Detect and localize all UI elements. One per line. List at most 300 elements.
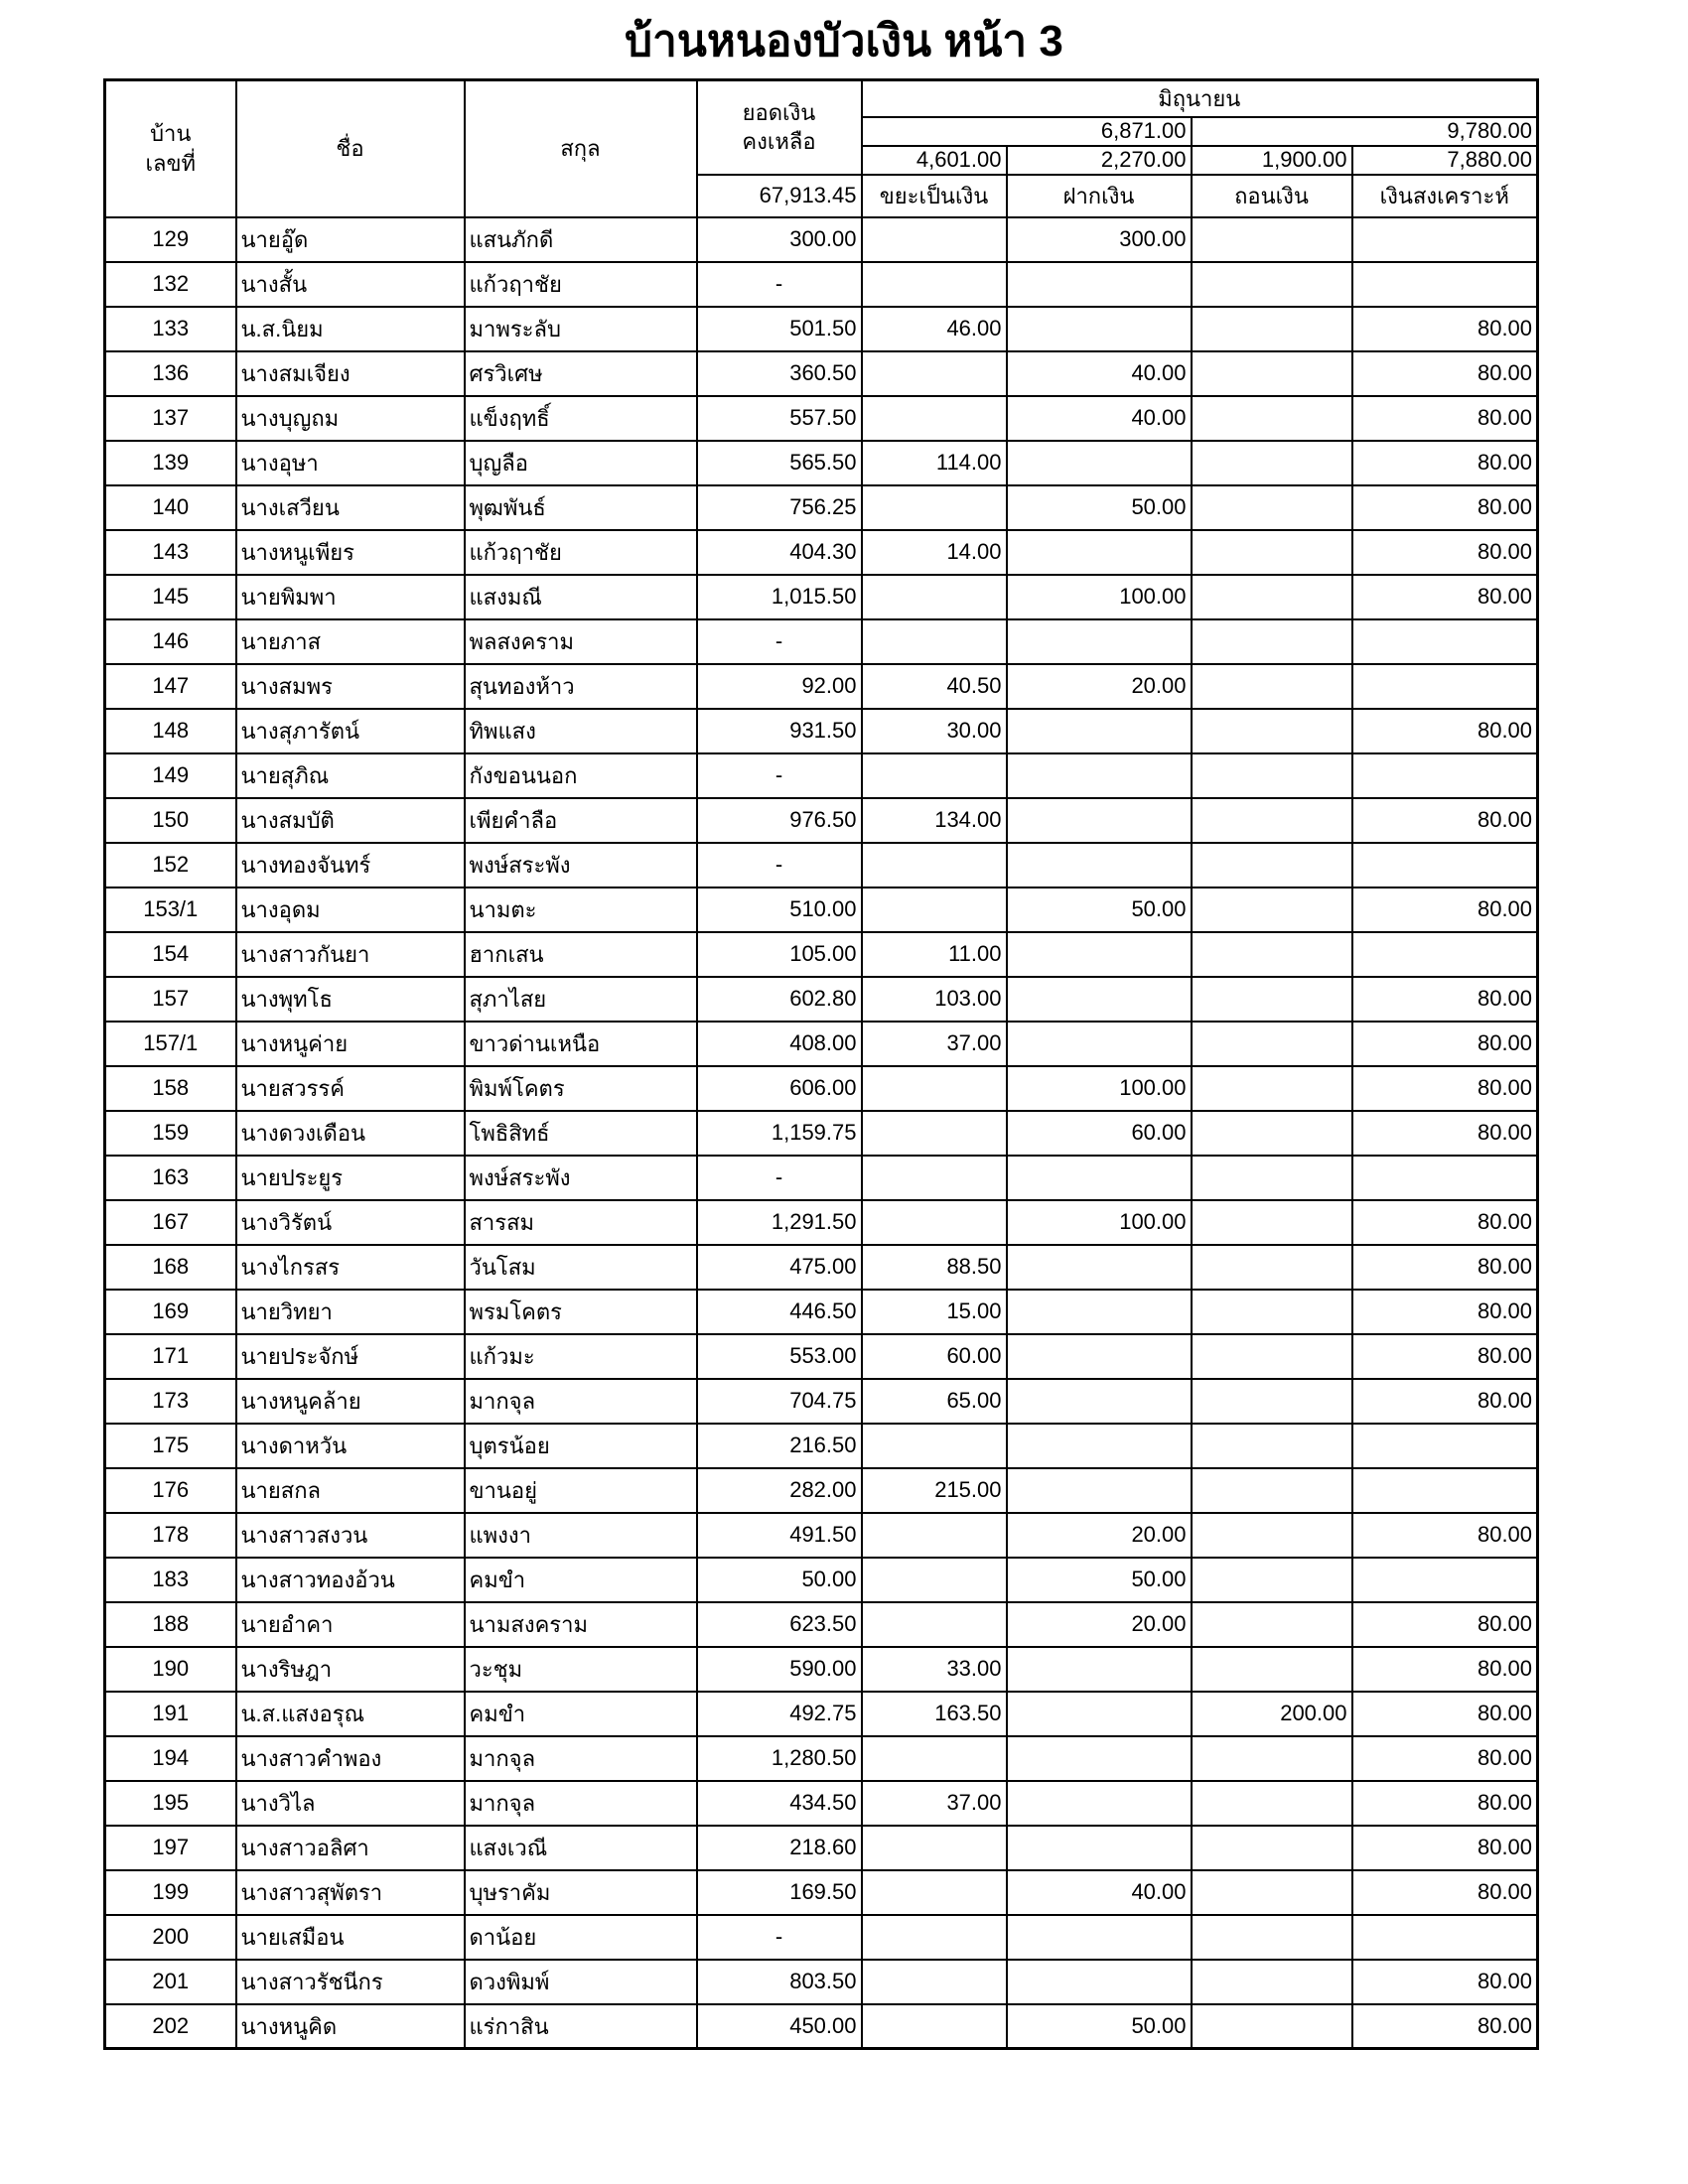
cell-name: นายวิทยา <box>236 1290 465 1334</box>
table-row <box>105 843 1538 887</box>
cell-house-no: 132 <box>105 262 236 307</box>
cell-name: นายสวรรค์ <box>236 1066 465 1111</box>
cell-withdraw <box>1192 1558 1352 1602</box>
cell-withdraw <box>1192 485 1352 530</box>
cell-welfare: 80.00 <box>1352 396 1538 441</box>
cell-welfare: 80.00 <box>1352 530 1538 575</box>
cell-deposit <box>1007 530 1192 575</box>
cell-house-no: 178 <box>105 1513 236 1558</box>
cell-house-no: 175 <box>105 1424 236 1468</box>
header-subtotal-welfare: 7,880.00 <box>1352 146 1538 175</box>
header-balance-line1: ยอดเงิน <box>742 99 816 125</box>
cell-name: นายภาส <box>236 619 465 664</box>
cell-welfare <box>1352 843 1538 887</box>
cell-balance: 976.50 <box>697 798 862 843</box>
header-house-no <box>105 79 236 217</box>
cell-deposit: 50.00 <box>1007 2004 1192 2049</box>
cell-deposit <box>1007 932 1192 977</box>
cell-balance: 623.50 <box>697 1602 862 1647</box>
cell-welfare: 80.00 <box>1352 1379 1538 1424</box>
cell-deposit <box>1007 619 1192 664</box>
cell-balance: 434.50 <box>697 1781 862 1826</box>
cell-welfare: 80.00 <box>1352 441 1538 485</box>
cell-garbage-money: 103.00 <box>862 977 1007 1022</box>
cell-withdraw <box>1192 932 1352 977</box>
cell-balance: 492.75 <box>697 1692 862 1736</box>
cell-deposit <box>1007 1156 1192 1200</box>
cell-balance: 446.50 <box>697 1290 862 1334</box>
cell-surname: ดาน้อย <box>465 1915 697 1960</box>
cell-house-no: 202 <box>105 2004 236 2049</box>
cell-withdraw <box>1192 1111 1352 1156</box>
header-name: ชื่อ <box>236 79 465 217</box>
cell-balance: 408.00 <box>697 1022 862 1066</box>
cell-withdraw <box>1192 753 1352 798</box>
cell-house-no: 171 <box>105 1334 236 1379</box>
cell-name: นางริษฎา <box>236 1647 465 1692</box>
cell-name: นางสมเจียง <box>236 351 465 396</box>
cell-house-no: 150 <box>105 798 236 843</box>
cell-garbage-money: 163.50 <box>862 1692 1007 1736</box>
cell-garbage-money <box>862 1513 1007 1558</box>
cell-house-no: 167 <box>105 1200 236 1245</box>
header-withdraw: ถอนเงิน <box>1192 175 1352 217</box>
cell-house-no: 200 <box>105 1915 236 1960</box>
cell-surname: แก้วมะ <box>465 1334 697 1379</box>
header-subtotal-withdraw: 1,900.00 <box>1192 146 1352 175</box>
cell-name: นางพุทโธ <box>236 977 465 1022</box>
cell-house-no: 158 <box>105 1066 236 1111</box>
cell-withdraw <box>1192 1424 1352 1468</box>
cell-balance: 602.80 <box>697 977 862 1022</box>
table-row <box>105 1066 1538 1111</box>
cell-welfare: 80.00 <box>1352 1290 1538 1334</box>
cell-withdraw: 200.00 <box>1192 1692 1352 1736</box>
table-row <box>105 351 1538 396</box>
cell-balance: - <box>697 753 862 798</box>
table-row <box>105 1424 1538 1468</box>
cell-house-no: 148 <box>105 709 236 753</box>
cell-house-no: 147 <box>105 664 236 709</box>
table-row <box>105 307 1538 351</box>
cell-surname: ขาวด่านเหนือ <box>465 1022 697 1066</box>
header-deposit: ฝากเงิน <box>1007 175 1192 217</box>
table-row <box>105 441 1538 485</box>
cell-welfare: 80.00 <box>1352 1066 1538 1111</box>
cell-withdraw <box>1192 1870 1352 1915</box>
table-row <box>105 1290 1538 1334</box>
cell-balance: 510.00 <box>697 887 862 932</box>
cell-name: นางสมบัติ <box>236 798 465 843</box>
cell-house-no: 133 <box>105 307 236 351</box>
cell-surname: บุญลือ <box>465 441 697 485</box>
cell-welfare: 80.00 <box>1352 575 1538 619</box>
cell-surname: พรมโคตร <box>465 1290 697 1334</box>
cell-surname: แสนภักดี <box>465 217 697 262</box>
cell-surname: ศรวิเศษ <box>465 351 697 396</box>
table-row <box>105 709 1538 753</box>
cell-garbage-money: 15.00 <box>862 1290 1007 1334</box>
cell-welfare: 80.00 <box>1352 977 1538 1022</box>
cell-name: นางอุดม <box>236 887 465 932</box>
table-header <box>105 79 1538 217</box>
cell-garbage-money: 33.00 <box>862 1647 1007 1692</box>
table-row <box>105 798 1538 843</box>
cell-deposit <box>1007 1826 1192 1870</box>
cell-house-no: 154 <box>105 932 236 977</box>
cell-balance: 218.60 <box>697 1826 862 1870</box>
cell-name: นางสาวอลิศา <box>236 1826 465 1870</box>
cell-deposit: 20.00 <box>1007 1602 1192 1647</box>
cell-withdraw <box>1192 1513 1352 1558</box>
cell-balance: - <box>697 1156 862 1200</box>
cell-welfare: 80.00 <box>1352 485 1538 530</box>
cell-welfare: 80.00 <box>1352 709 1538 753</box>
cell-balance: 1,159.75 <box>697 1111 862 1156</box>
cell-withdraw <box>1192 1736 1352 1781</box>
cell-surname: กังขอนนอก <box>465 753 697 798</box>
cell-balance: 756.25 <box>697 485 862 530</box>
cell-name: นางเสวียน <box>236 485 465 530</box>
cell-surname: ฮากเสน <box>465 932 697 977</box>
cell-garbage-money <box>862 217 1007 262</box>
cell-withdraw <box>1192 307 1352 351</box>
cell-house-no: 163 <box>105 1156 236 1200</box>
cell-deposit <box>1007 709 1192 753</box>
cell-house-no: 183 <box>105 1558 236 1602</box>
cell-withdraw <box>1192 1915 1352 1960</box>
header-month-group1-total: 6,871.00 <box>862 117 1192 146</box>
cell-balance: 282.00 <box>697 1468 862 1513</box>
header-balance <box>697 79 862 175</box>
cell-balance: 360.50 <box>697 351 862 396</box>
cell-name: นางสั้น <box>236 262 465 307</box>
ledger-table <box>103 78 1539 2051</box>
cell-withdraw <box>1192 1647 1352 1692</box>
cell-welfare <box>1352 1915 1538 1960</box>
cell-name: นางบุญถม <box>236 396 465 441</box>
cell-welfare: 80.00 <box>1352 1602 1538 1647</box>
cell-deposit <box>1007 798 1192 843</box>
cell-name: นายอำคา <box>236 1602 465 1647</box>
table-row <box>105 1558 1538 1602</box>
cell-welfare: 80.00 <box>1352 1870 1538 1915</box>
cell-garbage-money: 88.50 <box>862 1245 1007 1290</box>
cell-withdraw <box>1192 1066 1352 1111</box>
table-row <box>105 1736 1538 1781</box>
cell-deposit: 100.00 <box>1007 575 1192 619</box>
cell-name: นางสาวสุพัตรา <box>236 1870 465 1915</box>
cell-balance: 92.00 <box>697 664 862 709</box>
cell-deposit <box>1007 1915 1192 1960</box>
cell-house-no: 190 <box>105 1647 236 1692</box>
cell-house-no: 199 <box>105 1870 236 1915</box>
cell-surname: วันโสม <box>465 1245 697 1290</box>
cell-welfare <box>1352 1468 1538 1513</box>
header-balance-total: 67,913.45 <box>697 175 862 217</box>
cell-garbage-money: 60.00 <box>862 1334 1007 1379</box>
cell-surname: แสงมณี <box>465 575 697 619</box>
cell-garbage-money <box>862 619 1007 664</box>
cell-withdraw <box>1192 262 1352 307</box>
cell-balance: 300.00 <box>697 217 862 262</box>
cell-house-no: 197 <box>105 1826 236 1870</box>
cell-balance: 450.00 <box>697 2004 862 2049</box>
cell-withdraw <box>1192 1781 1352 1826</box>
cell-withdraw <box>1192 1156 1352 1200</box>
cell-house-no: 136 <box>105 351 236 396</box>
cell-surname: เพียคำลือ <box>465 798 697 843</box>
cell-welfare: 80.00 <box>1352 1736 1538 1781</box>
cell-welfare: 80.00 <box>1352 1022 1538 1066</box>
cell-welfare: 80.00 <box>1352 887 1538 932</box>
table-row <box>105 1602 1538 1647</box>
cell-garbage-money: 40.50 <box>862 664 1007 709</box>
cell-welfare <box>1352 217 1538 262</box>
cell-withdraw <box>1192 1290 1352 1334</box>
cell-house-no: 143 <box>105 530 236 575</box>
cell-house-no: 137 <box>105 396 236 441</box>
cell-surname: พลสงคราม <box>465 619 697 664</box>
cell-balance: - <box>697 1915 862 1960</box>
cell-house-no: 146 <box>105 619 236 664</box>
cell-welfare <box>1352 262 1538 307</box>
cell-deposit <box>1007 262 1192 307</box>
table-row <box>105 1022 1538 1066</box>
cell-house-no: 145 <box>105 575 236 619</box>
cell-garbage-money <box>862 262 1007 307</box>
header-subtotal-deposit: 2,270.00 <box>1007 146 1192 175</box>
cell-welfare <box>1352 664 1538 709</box>
cell-name: นายอู๊ด <box>236 217 465 262</box>
cell-deposit: 60.00 <box>1007 1111 1192 1156</box>
cell-deposit: 40.00 <box>1007 351 1192 396</box>
table-row <box>105 664 1538 709</box>
header-balance-line2: คงเหลือ <box>742 129 816 155</box>
cell-balance: 1,291.50 <box>697 1200 862 1245</box>
cell-withdraw <box>1192 575 1352 619</box>
cell-garbage-money <box>862 1915 1007 1960</box>
table-row <box>105 1200 1538 1245</box>
page-title: บ้านหนองบัวเงิน หน้า 3 <box>625 17 1063 66</box>
cell-withdraw <box>1192 1022 1352 1066</box>
cell-welfare <box>1352 753 1538 798</box>
cell-garbage-money: 65.00 <box>862 1379 1007 1424</box>
cell-name: นางสุภารัตน์ <box>236 709 465 753</box>
cell-deposit <box>1007 1736 1192 1781</box>
table-row <box>105 1870 1538 1915</box>
cell-garbage-money <box>862 1156 1007 1200</box>
cell-deposit <box>1007 1960 1192 2004</box>
table-row <box>105 887 1538 932</box>
cell-name: นางอุษา <box>236 441 465 485</box>
cell-welfare: 80.00 <box>1352 1781 1538 1826</box>
table-row <box>105 1334 1538 1379</box>
cell-balance: 557.50 <box>697 396 862 441</box>
cell-name: นางวิรัตน์ <box>236 1200 465 1245</box>
cell-surname: มาพระลับ <box>465 307 697 351</box>
cell-garbage-money <box>862 575 1007 619</box>
cell-surname: นามสงคราม <box>465 1602 697 1647</box>
cell-withdraw <box>1192 1200 1352 1245</box>
cell-withdraw <box>1192 2004 1352 2049</box>
header-welfare: เงินสงเคราะห์ <box>1352 175 1538 217</box>
cell-garbage-money <box>862 1200 1007 1245</box>
cell-house-no: 157 <box>105 977 236 1022</box>
cell-welfare <box>1352 1558 1538 1602</box>
cell-house-no: 201 <box>105 1960 236 2004</box>
cell-deposit <box>1007 753 1192 798</box>
cell-balance: 803.50 <box>697 1960 862 2004</box>
cell-surname: วะชุม <box>465 1647 697 1692</box>
header-house-no-line2: เลขที่ <box>145 150 197 176</box>
cell-withdraw <box>1192 217 1352 262</box>
cell-balance: 565.50 <box>697 441 862 485</box>
cell-garbage-money: 134.00 <box>862 798 1007 843</box>
cell-deposit <box>1007 1468 1192 1513</box>
cell-welfare: 80.00 <box>1352 1111 1538 1156</box>
cell-name: นางหนูเพียร <box>236 530 465 575</box>
cell-name: นางสาวรัชนีกร <box>236 1960 465 2004</box>
cell-surname: แก้วฤาชัย <box>465 530 697 575</box>
cell-garbage-money <box>862 485 1007 530</box>
table-row <box>105 1379 1538 1424</box>
cell-deposit: 40.00 <box>1007 396 1192 441</box>
cell-withdraw <box>1192 1245 1352 1290</box>
cell-welfare <box>1352 619 1538 664</box>
cell-welfare: 80.00 <box>1352 1960 1538 2004</box>
table-row <box>105 1915 1538 1960</box>
cell-garbage-money: 37.00 <box>862 1781 1007 1826</box>
cell-withdraw <box>1192 530 1352 575</box>
cell-surname: สุภาไสย <box>465 977 697 1022</box>
cell-withdraw <box>1192 441 1352 485</box>
cell-house-no: 152 <box>105 843 236 887</box>
cell-garbage-money <box>862 753 1007 798</box>
cell-garbage-money <box>862 1111 1007 1156</box>
cell-garbage-money: 37.00 <box>862 1022 1007 1066</box>
cell-withdraw <box>1192 843 1352 887</box>
cell-house-no: 169 <box>105 1290 236 1334</box>
cell-house-no: 157/1 <box>105 1022 236 1066</box>
cell-surname: แพงงา <box>465 1513 697 1558</box>
cell-name: น.ส.นิยม <box>236 307 465 351</box>
table-row <box>105 396 1538 441</box>
cell-deposit: 50.00 <box>1007 1558 1192 1602</box>
cell-garbage-money: 11.00 <box>862 932 1007 977</box>
cell-name: นางสมพร <box>236 664 465 709</box>
cell-garbage-money: 215.00 <box>862 1468 1007 1513</box>
table-row <box>105 575 1538 619</box>
cell-surname: นามตะ <box>465 887 697 932</box>
cell-welfare: 80.00 <box>1352 1245 1538 1290</box>
cell-deposit <box>1007 1290 1192 1334</box>
cell-balance: 1,015.50 <box>697 575 862 619</box>
cell-deposit <box>1007 307 1192 351</box>
cell-withdraw <box>1192 798 1352 843</box>
cell-withdraw <box>1192 1468 1352 1513</box>
cell-name: นางไกรสร <box>236 1245 465 1290</box>
cell-balance: 590.00 <box>697 1647 862 1692</box>
cell-surname: ขานอยู่ <box>465 1468 697 1513</box>
cell-welfare: 80.00 <box>1352 1200 1538 1245</box>
cell-welfare: 80.00 <box>1352 1513 1538 1558</box>
cell-balance: 105.00 <box>697 932 862 977</box>
table-row <box>105 1111 1538 1156</box>
cell-house-no: 168 <box>105 1245 236 1290</box>
cell-welfare <box>1352 932 1538 977</box>
table-row <box>105 1245 1538 1290</box>
cell-surname: พงษ์สระพัง <box>465 843 697 887</box>
cell-garbage-money <box>862 1736 1007 1781</box>
table-row <box>105 1692 1538 1736</box>
cell-welfare: 80.00 <box>1352 351 1538 396</box>
table-row <box>105 217 1538 262</box>
cell-withdraw <box>1192 1960 1352 2004</box>
cell-surname: สุนทองห้าว <box>465 664 697 709</box>
cell-name: นางดวงเดือน <box>236 1111 465 1156</box>
cell-withdraw <box>1192 1826 1352 1870</box>
cell-house-no: 140 <box>105 485 236 530</box>
cell-welfare <box>1352 1424 1538 1468</box>
cell-name: นายพิมพา <box>236 575 465 619</box>
table-row <box>105 262 1538 307</box>
cell-name: นางหนูคล้าย <box>236 1379 465 1424</box>
cell-garbage-money <box>862 396 1007 441</box>
cell-garbage-money <box>862 1424 1007 1468</box>
cell-house-no: 188 <box>105 1602 236 1647</box>
cell-balance: 50.00 <box>697 1558 862 1602</box>
cell-balance: 553.00 <box>697 1334 862 1379</box>
cell-surname: บุษราคัม <box>465 1870 697 1915</box>
cell-name: นางสาวคำพอง <box>236 1736 465 1781</box>
table-row <box>105 1647 1538 1692</box>
cell-welfare: 80.00 <box>1352 798 1538 843</box>
cell-deposit: 20.00 <box>1007 664 1192 709</box>
cell-balance: 169.50 <box>697 1870 862 1915</box>
cell-house-no: 129 <box>105 217 236 262</box>
cell-house-no: 159 <box>105 1111 236 1156</box>
header-garbage-money: ขยะเป็นเงิน <box>862 175 1007 217</box>
cell-garbage-money: 46.00 <box>862 307 1007 351</box>
cell-balance: 475.00 <box>697 1245 862 1290</box>
cell-balance: 501.50 <box>697 307 862 351</box>
table-row <box>105 1960 1538 2004</box>
cell-name: นางสาวสงวน <box>236 1513 465 1558</box>
cell-deposit: 50.00 <box>1007 887 1192 932</box>
cell-house-no: 139 <box>105 441 236 485</box>
cell-deposit <box>1007 1781 1192 1826</box>
cell-balance: 931.50 <box>697 709 862 753</box>
cell-withdraw <box>1192 977 1352 1022</box>
cell-withdraw <box>1192 887 1352 932</box>
cell-house-no: 173 <box>105 1379 236 1424</box>
cell-welfare: 80.00 <box>1352 1692 1538 1736</box>
header-surname: สกุล <box>465 79 697 217</box>
cell-deposit: 100.00 <box>1007 1066 1192 1111</box>
cell-surname: แก้วฤาชัย <box>465 262 697 307</box>
cell-name: นายประยูร <box>236 1156 465 1200</box>
cell-garbage-money: 114.00 <box>862 441 1007 485</box>
cell-balance: - <box>697 843 862 887</box>
cell-garbage-money <box>862 351 1007 396</box>
cell-balance: 491.50 <box>697 1513 862 1558</box>
table-row <box>105 1513 1538 1558</box>
cell-deposit <box>1007 843 1192 887</box>
cell-surname: บุตรน้อย <box>465 1424 697 1468</box>
cell-garbage-money <box>862 1558 1007 1602</box>
cell-withdraw <box>1192 396 1352 441</box>
